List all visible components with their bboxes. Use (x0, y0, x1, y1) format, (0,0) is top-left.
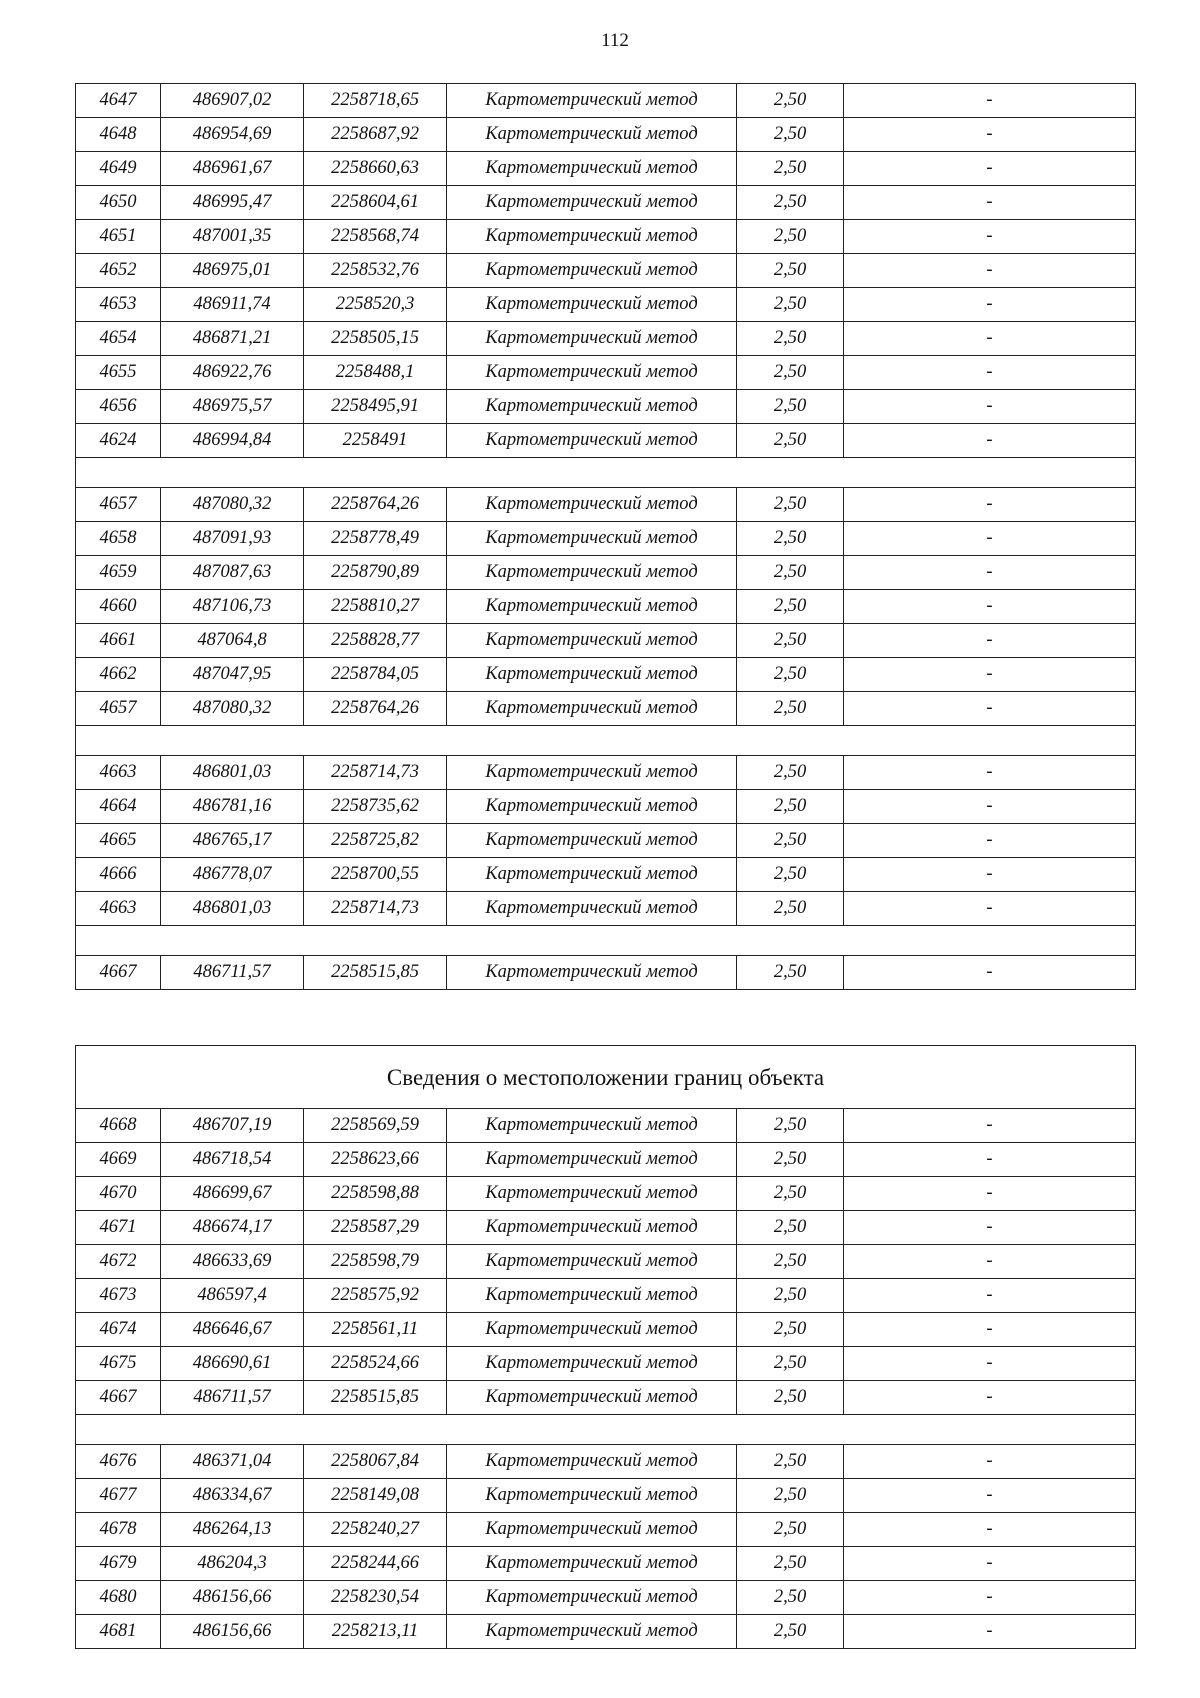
y-coordinate-cell: 2258598,79 (304, 1245, 447, 1279)
y-coordinate-cell: 2258700,55 (304, 858, 447, 892)
table-row (76, 1445, 1136, 1479)
method-cell: Картометрический метод (447, 892, 737, 926)
x-coordinate-cell: 486954,69 (161, 118, 304, 152)
table-body (76, 1109, 1136, 1649)
point-number-cell: 4661 (76, 624, 161, 658)
y-coordinate-cell: 2258230,54 (304, 1581, 447, 1615)
x-coordinate-cell: 487091,93 (161, 522, 304, 556)
x-coordinate-cell: 486690,61 (161, 1347, 304, 1381)
accuracy-cell: 2,50 (737, 152, 844, 186)
y-coordinate-cell: 2258561,11 (304, 1313, 447, 1347)
x-coordinate-cell: 487087,63 (161, 556, 304, 590)
y-coordinate-cell: 2258725,82 (304, 824, 447, 858)
point-number-cell: 4624 (76, 424, 161, 458)
table-row (76, 220, 1136, 254)
y-coordinate-cell: 2258569,59 (304, 1109, 447, 1143)
point-number-cell: 4654 (76, 322, 161, 356)
method-cell: Картометрический метод (447, 322, 737, 356)
accuracy-cell: 2,50 (737, 658, 844, 692)
accuracy-cell: 2,50 (737, 1381, 844, 1415)
accuracy-cell: 2,50 (737, 1245, 844, 1279)
point-number-cell: 4663 (76, 892, 161, 926)
y-coordinate-cell: 2258735,62 (304, 790, 447, 824)
accuracy-cell: 2,50 (737, 220, 844, 254)
table-row (76, 658, 1136, 692)
table-row (76, 892, 1136, 926)
method-cell: Картометрический метод (447, 1581, 737, 1615)
y-coordinate-cell: 2258784,05 (304, 658, 447, 692)
accuracy-cell: 2,50 (737, 1479, 844, 1513)
y-coordinate-cell: 2258067,84 (304, 1445, 447, 1479)
note-cell: - (844, 424, 1136, 458)
note-cell: - (844, 1479, 1136, 1513)
table-row (76, 1381, 1136, 1415)
x-coordinate-cell: 487047,95 (161, 658, 304, 692)
method-cell: Картометрический метод (447, 756, 737, 790)
x-coordinate-cell: 487106,73 (161, 590, 304, 624)
x-coordinate-cell: 486707,19 (161, 1109, 304, 1143)
note-cell: - (844, 756, 1136, 790)
note-cell: - (844, 1143, 1136, 1177)
x-coordinate-cell: 486156,66 (161, 1615, 304, 1649)
table-row (76, 756, 1136, 790)
method-cell: Картометрический метод (447, 556, 737, 590)
method-cell: Картометрический метод (447, 1547, 737, 1581)
note-cell: - (844, 118, 1136, 152)
note-cell: - (844, 390, 1136, 424)
x-coordinate-cell: 486765,17 (161, 824, 304, 858)
method-cell: Картометрический метод (447, 356, 737, 390)
y-coordinate-cell: 2258714,73 (304, 892, 447, 926)
point-number-cell: 4648 (76, 118, 161, 152)
accuracy-cell: 2,50 (737, 1445, 844, 1479)
x-coordinate-cell: 486801,03 (161, 892, 304, 926)
method-cell: Картометрический метод (447, 1177, 737, 1211)
y-coordinate-cell: 2258660,63 (304, 152, 447, 186)
x-coordinate-cell: 486718,54 (161, 1143, 304, 1177)
method-cell: Картометрический метод (447, 288, 737, 322)
point-number-cell: 4667 (76, 1381, 161, 1415)
page-number: 112 (601, 30, 629, 51)
y-coordinate-cell: 2258687,92 (304, 118, 447, 152)
x-coordinate-cell: 486264,13 (161, 1513, 304, 1547)
table-row (76, 1109, 1136, 1143)
boundary-coordinates-table (75, 1045, 1136, 1649)
table-row (76, 1347, 1136, 1381)
table-row (76, 858, 1136, 892)
note-cell: - (844, 692, 1136, 726)
method-cell: Картометрический метод (447, 118, 737, 152)
x-coordinate-cell: 486975,57 (161, 390, 304, 424)
x-coordinate-cell: 486911,74 (161, 288, 304, 322)
x-coordinate-cell: 486156,66 (161, 1581, 304, 1615)
table-row (76, 488, 1136, 522)
note-cell: - (844, 1279, 1136, 1313)
accuracy-cell: 2,50 (737, 1279, 844, 1313)
x-coordinate-cell: 486995,47 (161, 186, 304, 220)
y-coordinate-cell: 2258828,77 (304, 624, 447, 658)
point-number-cell: 4672 (76, 1245, 161, 1279)
table-title: Сведения о местоположении границ объекта (76, 1046, 1136, 1109)
table-row (76, 322, 1136, 356)
note-cell: - (844, 1347, 1136, 1381)
y-coordinate-cell: 2258810,27 (304, 590, 447, 624)
accuracy-cell: 2,50 (737, 390, 844, 424)
x-coordinate-cell: 486961,67 (161, 152, 304, 186)
method-cell: Картометрический метод (447, 488, 737, 522)
point-number-cell: 4681 (76, 1615, 161, 1649)
point-number-cell: 4674 (76, 1313, 161, 1347)
method-cell: Картометрический метод (447, 1279, 737, 1313)
point-number-cell: 4677 (76, 1479, 161, 1513)
accuracy-cell: 2,50 (737, 956, 844, 990)
table-row (76, 254, 1136, 288)
accuracy-cell: 2,50 (737, 1347, 844, 1381)
table-row (76, 1547, 1136, 1581)
point-number-cell: 4670 (76, 1177, 161, 1211)
note-cell: - (844, 220, 1136, 254)
note-cell: - (844, 956, 1136, 990)
point-number-cell: 4668 (76, 1109, 161, 1143)
point-number-cell: 4666 (76, 858, 161, 892)
accuracy-cell: 2,50 (737, 1581, 844, 1615)
accuracy-cell: 2,50 (737, 488, 844, 522)
method-cell: Картометрический метод (447, 858, 737, 892)
y-coordinate-cell: 2258149,08 (304, 1479, 447, 1513)
point-number-cell: 4657 (76, 692, 161, 726)
method-cell: Картометрический метод (447, 152, 737, 186)
table-row (76, 692, 1136, 726)
note-cell: - (844, 1513, 1136, 1547)
accuracy-cell: 2,50 (737, 1513, 844, 1547)
y-coordinate-cell: 2258532,76 (304, 254, 447, 288)
table-row (76, 1581, 1136, 1615)
y-coordinate-cell: 2258491 (304, 424, 447, 458)
point-number-cell: 4658 (76, 522, 161, 556)
accuracy-cell: 2,50 (737, 1143, 844, 1177)
accuracy-cell: 2,50 (737, 1109, 844, 1143)
table-row (76, 186, 1136, 220)
accuracy-cell: 2,50 (737, 522, 844, 556)
x-coordinate-cell: 486907,02 (161, 84, 304, 118)
point-number-cell: 4678 (76, 1513, 161, 1547)
x-coordinate-cell: 487064,8 (161, 624, 304, 658)
note-cell: - (844, 1445, 1136, 1479)
point-number-cell: 4669 (76, 1143, 161, 1177)
note-cell: - (844, 590, 1136, 624)
note-cell: - (844, 152, 1136, 186)
method-cell: Картометрический метод (447, 790, 737, 824)
note-cell: - (844, 356, 1136, 390)
contour-separator-row (76, 458, 1136, 488)
point-number-cell: 4676 (76, 1445, 161, 1479)
accuracy-cell: 2,50 (737, 790, 844, 824)
table-row (76, 1143, 1136, 1177)
accuracy-cell: 2,50 (737, 824, 844, 858)
table-row (76, 424, 1136, 458)
x-coordinate-cell: 486371,04 (161, 1445, 304, 1479)
x-coordinate-cell: 486597,4 (161, 1279, 304, 1313)
accuracy-cell: 2,50 (737, 892, 844, 926)
point-number-cell: 4656 (76, 390, 161, 424)
contour-separator-row (76, 726, 1136, 756)
table-row (76, 790, 1136, 824)
point-number-cell: 4655 (76, 356, 161, 390)
method-cell: Картометрический метод (447, 254, 737, 288)
method-cell: Картометрический метод (447, 1109, 737, 1143)
accuracy-cell: 2,50 (737, 1211, 844, 1245)
y-coordinate-cell: 2258764,26 (304, 692, 447, 726)
note-cell: - (844, 824, 1136, 858)
x-coordinate-cell: 486801,03 (161, 756, 304, 790)
note-cell: - (844, 556, 1136, 590)
accuracy-cell: 2,50 (737, 556, 844, 590)
point-number-cell: 4662 (76, 658, 161, 692)
note-cell: - (844, 1547, 1136, 1581)
point-number-cell: 4673 (76, 1279, 161, 1313)
accuracy-cell: 2,50 (737, 624, 844, 658)
method-cell: Картометрический метод (447, 1615, 737, 1649)
table-row (76, 152, 1136, 186)
x-coordinate-cell: 486871,21 (161, 322, 304, 356)
point-number-cell: 4671 (76, 1211, 161, 1245)
accuracy-cell: 2,50 (737, 1547, 844, 1581)
note-cell: - (844, 522, 1136, 556)
x-coordinate-cell: 486994,84 (161, 424, 304, 458)
x-coordinate-cell: 486778,07 (161, 858, 304, 892)
accuracy-cell: 2,50 (737, 288, 844, 322)
point-number-cell: 4667 (76, 956, 161, 990)
accuracy-cell: 2,50 (737, 424, 844, 458)
method-cell: Картометрический метод (447, 1381, 737, 1415)
note-cell: - (844, 658, 1136, 692)
accuracy-cell: 2,50 (737, 322, 844, 356)
table-row (76, 956, 1136, 990)
contour-separator-row (76, 1415, 1136, 1445)
method-cell: Картометрический метод (447, 1143, 737, 1177)
method-cell: Картометрический метод (447, 1347, 737, 1381)
method-cell: Картометрический метод (447, 220, 737, 254)
y-coordinate-cell: 2258575,92 (304, 1279, 447, 1313)
accuracy-cell: 2,50 (737, 1313, 844, 1347)
x-coordinate-cell: 487080,32 (161, 692, 304, 726)
note-cell: - (844, 1211, 1136, 1245)
y-coordinate-cell: 2258240,27 (304, 1513, 447, 1547)
note-cell: - (844, 1615, 1136, 1649)
y-coordinate-cell: 2258505,15 (304, 322, 447, 356)
y-coordinate-cell: 2258623,66 (304, 1143, 447, 1177)
table-row (76, 1479, 1136, 1513)
separator-cell (76, 458, 1136, 488)
accuracy-cell: 2,50 (737, 356, 844, 390)
table-row (76, 1177, 1136, 1211)
x-coordinate-cell: 486699,67 (161, 1177, 304, 1211)
note-cell: - (844, 858, 1136, 892)
point-number-cell: 4651 (76, 220, 161, 254)
x-coordinate-cell: 486922,76 (161, 356, 304, 390)
table-row (76, 1615, 1136, 1649)
note-cell: - (844, 322, 1136, 356)
y-coordinate-cell: 2258520,3 (304, 288, 447, 322)
table-row (76, 624, 1136, 658)
point-number-cell: 4650 (76, 186, 161, 220)
table-row (76, 1279, 1136, 1313)
x-coordinate-cell: 486975,01 (161, 254, 304, 288)
method-cell: Картометрический метод (447, 1245, 737, 1279)
point-number-cell: 4647 (76, 84, 161, 118)
y-coordinate-cell: 2258244,66 (304, 1547, 447, 1581)
point-number-cell: 4649 (76, 152, 161, 186)
accuracy-cell: 2,50 (737, 254, 844, 288)
x-coordinate-cell: 486674,17 (161, 1211, 304, 1245)
table-row (76, 118, 1136, 152)
y-coordinate-cell: 2258790,89 (304, 556, 447, 590)
coordinates-table-continued (75, 83, 1136, 990)
x-coordinate-cell: 486633,69 (161, 1245, 304, 1279)
separator-cell (76, 1415, 1136, 1445)
note-cell: - (844, 1109, 1136, 1143)
accuracy-cell: 2,50 (737, 1177, 844, 1211)
point-number-cell: 4660 (76, 590, 161, 624)
method-cell: Картометрический метод (447, 956, 737, 990)
table-row (76, 356, 1136, 390)
accuracy-cell: 2,50 (737, 692, 844, 726)
table-row (76, 1245, 1136, 1279)
point-number-cell: 4679 (76, 1547, 161, 1581)
accuracy-cell: 2,50 (737, 590, 844, 624)
note-cell: - (844, 254, 1136, 288)
table-row (76, 390, 1136, 424)
method-cell: Картометрический метод (447, 1313, 737, 1347)
y-coordinate-cell: 2258764,26 (304, 488, 447, 522)
method-cell: Картометрический метод (447, 424, 737, 458)
y-coordinate-cell: 2258515,85 (304, 1381, 447, 1415)
y-coordinate-cell: 2258714,73 (304, 756, 447, 790)
accuracy-cell: 2,50 (737, 1615, 844, 1649)
method-cell: Картометрический метод (447, 186, 737, 220)
method-cell: Картометрический метод (447, 1513, 737, 1547)
y-coordinate-cell: 2258718,65 (304, 84, 447, 118)
table-row (76, 1313, 1136, 1347)
x-coordinate-cell: 486711,57 (161, 956, 304, 990)
y-coordinate-cell: 2258488,1 (304, 356, 447, 390)
contour-separator-row (76, 926, 1136, 956)
method-cell: Картометрический метод (447, 590, 737, 624)
method-cell: Картометрический метод (447, 824, 737, 858)
accuracy-cell: 2,50 (737, 756, 844, 790)
note-cell: - (844, 186, 1136, 220)
table-row (76, 288, 1136, 322)
y-coordinate-cell: 2258778,49 (304, 522, 447, 556)
table-body (76, 84, 1136, 990)
note-cell: - (844, 1581, 1136, 1615)
point-number-cell: 4657 (76, 488, 161, 522)
y-coordinate-cell: 2258598,88 (304, 1177, 447, 1211)
point-number-cell: 4675 (76, 1347, 161, 1381)
method-cell: Картометрический метод (447, 1211, 737, 1245)
method-cell: Картометрический метод (447, 522, 737, 556)
note-cell: - (844, 892, 1136, 926)
table-row (76, 556, 1136, 590)
note-cell: - (844, 1313, 1136, 1347)
y-coordinate-cell: 2258568,74 (304, 220, 447, 254)
note-cell: - (844, 488, 1136, 522)
table-row (76, 1513, 1136, 1547)
table-row (76, 1211, 1136, 1245)
point-number-cell: 4665 (76, 824, 161, 858)
note-cell: - (844, 1177, 1136, 1211)
note-cell: - (844, 1245, 1136, 1279)
note-cell: - (844, 790, 1136, 824)
table-row (76, 522, 1136, 556)
method-cell: Картометрический метод (447, 624, 737, 658)
table-row (76, 824, 1136, 858)
y-coordinate-cell: 2258587,29 (304, 1211, 447, 1245)
accuracy-cell: 2,50 (737, 84, 844, 118)
point-number-cell: 4664 (76, 790, 161, 824)
note-cell: - (844, 84, 1136, 118)
x-coordinate-cell: 487080,32 (161, 488, 304, 522)
method-cell: Картометрический метод (447, 1445, 737, 1479)
x-coordinate-cell: 486711,57 (161, 1381, 304, 1415)
table-row (76, 590, 1136, 624)
x-coordinate-cell: 486334,67 (161, 1479, 304, 1513)
y-coordinate-cell: 2258604,61 (304, 186, 447, 220)
method-cell: Картометрический метод (447, 84, 737, 118)
y-coordinate-cell: 2258213,11 (304, 1615, 447, 1649)
accuracy-cell: 2,50 (737, 858, 844, 892)
y-coordinate-cell: 2258515,85 (304, 956, 447, 990)
note-cell: - (844, 624, 1136, 658)
point-number-cell: 4653 (76, 288, 161, 322)
method-cell: Картометрический метод (447, 390, 737, 424)
separator-cell (76, 926, 1136, 956)
x-coordinate-cell: 487001,35 (161, 220, 304, 254)
point-number-cell: 4663 (76, 756, 161, 790)
point-number-cell: 4659 (76, 556, 161, 590)
separator-cell (76, 726, 1136, 756)
method-cell: Картометрический метод (447, 1479, 737, 1513)
method-cell: Картометрический метод (447, 692, 737, 726)
note-cell: - (844, 1381, 1136, 1415)
method-cell: Картометрический метод (447, 658, 737, 692)
table-row (76, 84, 1136, 118)
accuracy-cell: 2,50 (737, 118, 844, 152)
table-title-row (76, 1046, 1136, 1109)
point-number-cell: 4652 (76, 254, 161, 288)
note-cell: - (844, 288, 1136, 322)
x-coordinate-cell: 486781,16 (161, 790, 304, 824)
y-coordinate-cell: 2258524,66 (304, 1347, 447, 1381)
x-coordinate-cell: 486646,67 (161, 1313, 304, 1347)
x-coordinate-cell: 486204,3 (161, 1547, 304, 1581)
accuracy-cell: 2,50 (737, 186, 844, 220)
point-number-cell: 4680 (76, 1581, 161, 1615)
y-coordinate-cell: 2258495,91 (304, 390, 447, 424)
